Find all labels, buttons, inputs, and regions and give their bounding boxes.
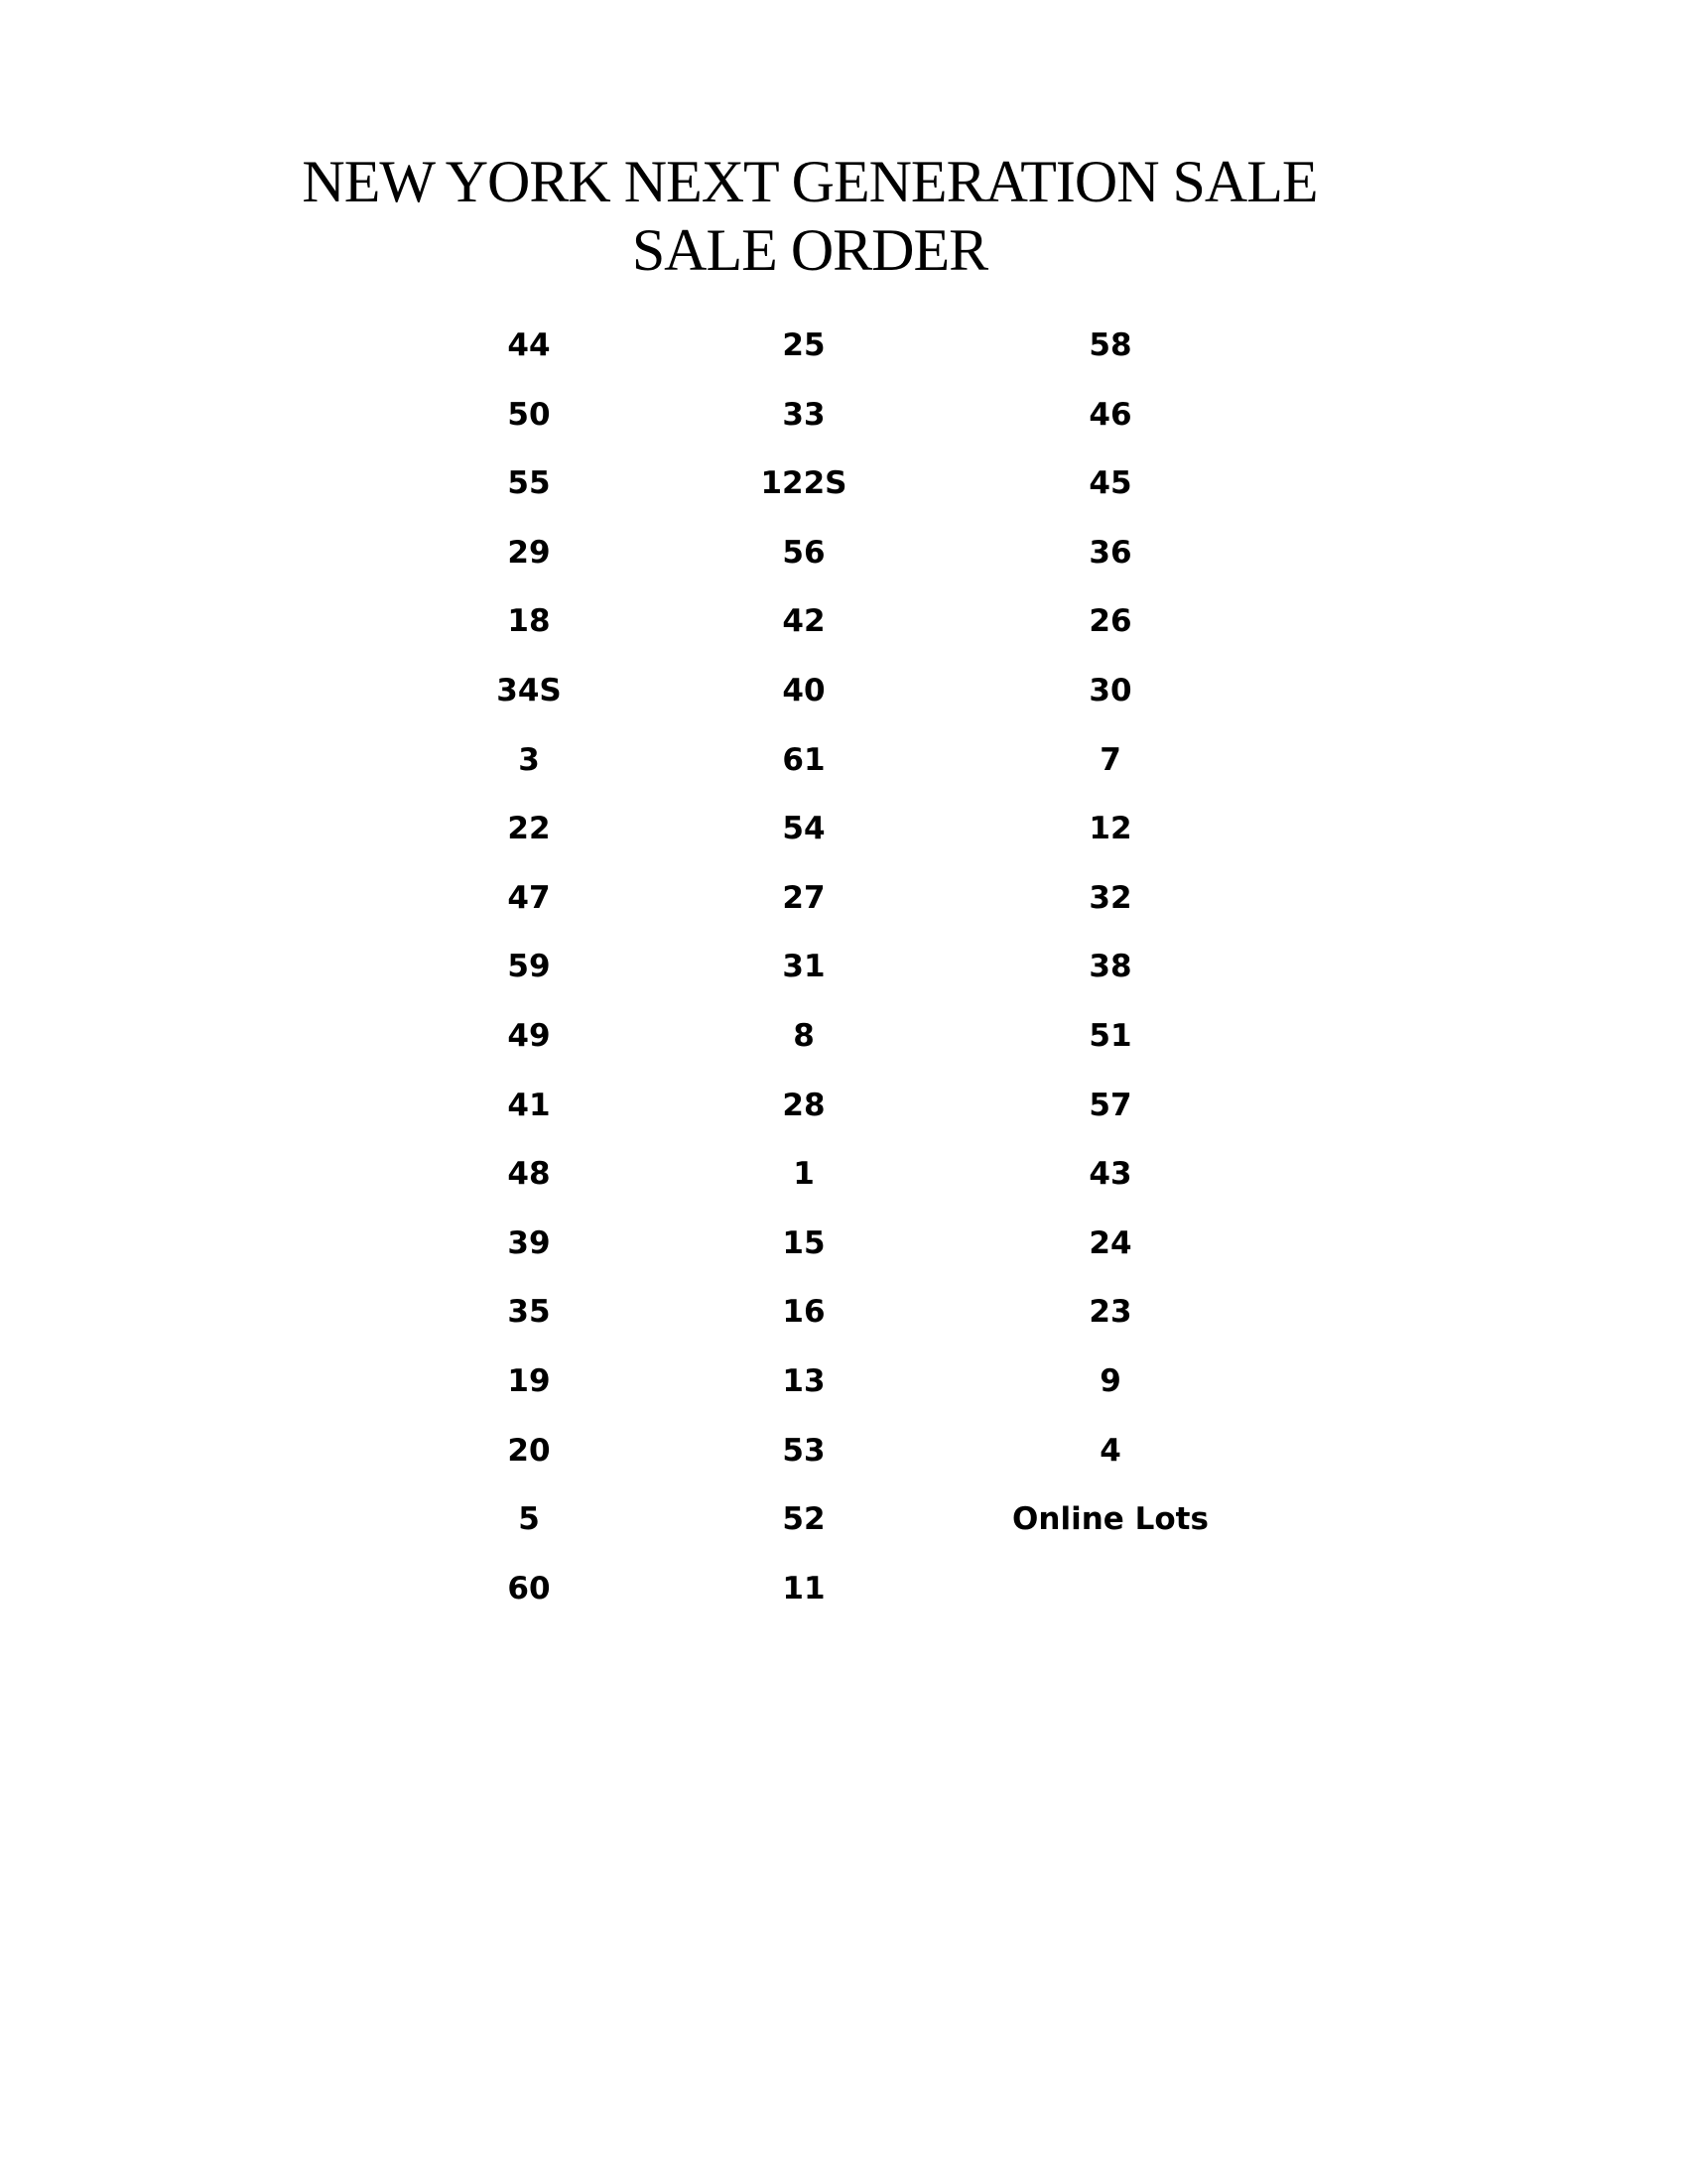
lot-number: 52 bbox=[782, 1501, 826, 1538]
lot-number: 9 bbox=[1100, 1362, 1121, 1399]
lot-number: 60 bbox=[507, 1570, 551, 1606]
lot-number: 38 bbox=[1089, 949, 1132, 985]
lot-number: 12 bbox=[1089, 811, 1132, 847]
lot-number: 15 bbox=[782, 1224, 826, 1261]
lot-number: 3 bbox=[518, 741, 540, 778]
lot-number: 5 bbox=[518, 1501, 540, 1538]
sale-order-column-1 bbox=[370, 321, 688, 1633]
lot-number: 35 bbox=[507, 1294, 551, 1331]
lot-number: 122S bbox=[760, 465, 847, 502]
lot-number: 27 bbox=[782, 879, 826, 916]
lot-number: 54 bbox=[782, 811, 826, 847]
lot-number: 59 bbox=[507, 949, 551, 985]
lot-number: 40 bbox=[782, 672, 826, 708]
sale-order-column-2 bbox=[645, 321, 963, 1633]
lot-number: 53 bbox=[782, 1432, 826, 1469]
lot-number: 44 bbox=[507, 327, 551, 363]
lot-number: 32 bbox=[1089, 879, 1132, 916]
lot-number: 33 bbox=[782, 396, 826, 433]
lot-number: 20 bbox=[507, 1432, 551, 1469]
lot-number: 4 bbox=[1100, 1432, 1121, 1469]
lot-number: 16 bbox=[782, 1294, 826, 1331]
lot-number: 8 bbox=[793, 1017, 815, 1054]
lot-number: 18 bbox=[507, 603, 551, 640]
lot-number: 45 bbox=[1089, 465, 1132, 502]
lot-number: 49 bbox=[507, 1017, 551, 1054]
lot-number: 28 bbox=[782, 1087, 826, 1123]
lot-number: 41 bbox=[507, 1087, 551, 1123]
sale-order-column-3 bbox=[952, 321, 1269, 1565]
lot-number: 29 bbox=[507, 534, 551, 571]
lot-number: 51 bbox=[1089, 1017, 1132, 1054]
page-subtitle: SALE ORDER bbox=[631, 217, 988, 283]
lot-number: 24 bbox=[1089, 1224, 1132, 1261]
lot-number: 31 bbox=[782, 949, 826, 985]
lot-number: 58 bbox=[1089, 327, 1132, 363]
lot-number: 43 bbox=[1089, 1156, 1132, 1193]
lot-number: 56 bbox=[782, 534, 826, 571]
lot-number: 46 bbox=[1089, 396, 1132, 433]
lot-number: 30 bbox=[1089, 672, 1132, 708]
sale-order-list bbox=[0, 321, 1687, 1611]
lot-number: 57 bbox=[1089, 1087, 1132, 1123]
lot-number: 36 bbox=[1089, 534, 1132, 571]
lot-number: 19 bbox=[507, 1362, 551, 1399]
lot-number: 25 bbox=[782, 327, 826, 363]
lot-number: 7 bbox=[1100, 741, 1121, 778]
lot-number: 61 bbox=[782, 741, 826, 778]
lot-number: 23 bbox=[1089, 1294, 1132, 1331]
lot-number: 1 bbox=[793, 1156, 815, 1193]
lot-number: 22 bbox=[507, 811, 551, 847]
lot-number: 47 bbox=[507, 879, 551, 916]
lot-number: 34S bbox=[496, 672, 562, 708]
lot-number: 55 bbox=[507, 465, 551, 502]
lot-number: 11 bbox=[782, 1570, 826, 1606]
lot-number: 48 bbox=[507, 1156, 551, 1193]
lot-number: Online Lots bbox=[1012, 1501, 1209, 1538]
lot-number: 13 bbox=[782, 1362, 826, 1399]
lot-number: 26 bbox=[1089, 603, 1132, 640]
lot-number: 42 bbox=[782, 603, 826, 640]
lot-number: 39 bbox=[507, 1224, 551, 1261]
page-title: NEW YORK NEXT GENERATION SALE bbox=[302, 149, 1318, 214]
lot-number: 50 bbox=[507, 396, 551, 433]
